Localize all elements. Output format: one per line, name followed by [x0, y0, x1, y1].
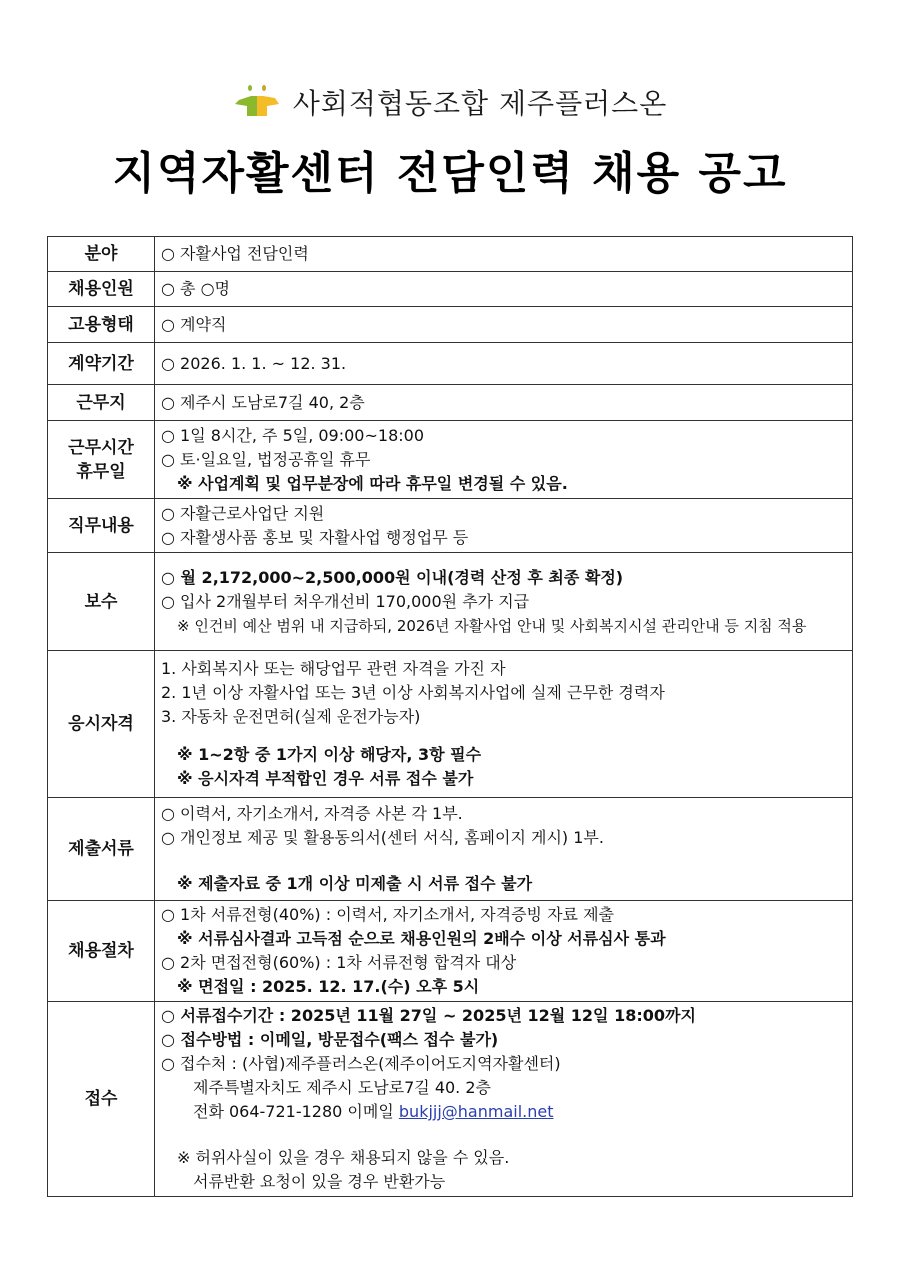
- content-note: ※ 허위사실이 있을 경우 채용되지 않을 수 있음.: [177, 1148, 510, 1167]
- row-content: [155, 651, 853, 798]
- row-content: [155, 385, 853, 421]
- row-content: [155, 499, 853, 553]
- content-line: ○ 자활생사품 홍보 및 자활사업 행정업무 등: [161, 527, 469, 547]
- content-line: ○ 입사 2개월부터 처우개선비 170,000원 추가 지급: [161, 591, 530, 611]
- content-note: 서류반환 요청이 있을 경우 반환가능: [193, 1172, 446, 1191]
- table-row-contract-period: [48, 343, 853, 385]
- content-line: ○ 제주시 도남로7길 40, 2층: [161, 392, 365, 412]
- content-line: ○ 1일 8시간, 주 5일, 09:00~18:00: [161, 425, 425, 445]
- content-line: ○ 자활사업 전담인력: [161, 244, 309, 263]
- content-line: ○ 토·일요일, 법정공휴일 휴무: [161, 449, 371, 469]
- table-row-application: [48, 1002, 853, 1197]
- row-label: 분야: [48, 237, 155, 272]
- content-note: ※ 1~2항 중 1가지 이상 해당자, 3항 필수: [177, 745, 482, 764]
- row-content: [155, 343, 853, 385]
- content-line: 1. 사회복지사 또는 해당업무 관련 자격을 가진 자: [161, 659, 506, 678]
- row-content: [155, 553, 853, 651]
- content-line: ○ 자활근로사업단 지원: [161, 503, 325, 523]
- row-content: [155, 307, 853, 343]
- row-label: 접수: [48, 1002, 155, 1197]
- table-row-work-hours: [48, 421, 853, 499]
- spacer: [161, 1124, 846, 1146]
- row-label: 계약기간: [48, 343, 155, 385]
- logo-icon: [233, 84, 281, 120]
- table-row-workplace: [48, 385, 853, 421]
- content-line: ○ 서류접수기간 : 2025년 11월 27일 ~ 2025년 12월 12일 18:00까지: [161, 1006, 696, 1025]
- content-line: ○ 계약직: [161, 314, 227, 334]
- spacer: [161, 729, 846, 743]
- content-line: ○ 접수처 : (사협)제주플러스온(제주이어도지역자활센터): [161, 1054, 561, 1073]
- table-row-headcount: [48, 272, 853, 307]
- table-row-duties: [48, 499, 853, 553]
- content-line: ○ 2차 면접전형(60%) : 1차 서류전형 합격자 대상: [161, 953, 517, 972]
- page-title: 지역자활센터 전담인력 채용 공고: [112, 148, 788, 199]
- row-label: 제출서류: [48, 798, 155, 901]
- content-note: ※ 사업계획 및 업무분장에 따라 휴무일 변경될 수 있음.: [177, 473, 568, 493]
- content-note: ※ 서류심사결과 고득점 순으로 채용인원의 2배수 이상 서류심사 통과: [177, 929, 666, 948]
- row-label: 근무지: [48, 385, 155, 421]
- content-line: 3. 자동차 운전면허(실제 운전가능자): [161, 707, 421, 726]
- label-line: 휴무일: [76, 461, 126, 482]
- content-line: 2. 1년 이상 자활사업 또는 3년 이상 사회복지사업에 실제 근무한 경력자: [161, 683, 665, 702]
- row-content: [155, 1002, 853, 1197]
- row-label: 보수: [48, 553, 155, 651]
- content-note: ※ 응시자격 부적합인 경우 서류 접수 불가: [177, 769, 474, 788]
- row-content: [155, 237, 853, 272]
- table-row-procedure: [48, 901, 853, 1002]
- spacer: [161, 850, 846, 872]
- row-label: 채용절차: [48, 901, 155, 1002]
- row-content: [155, 272, 853, 307]
- content-line: ○ 이력서, 자기소개서, 자격증 사본 각 1부.: [161, 804, 463, 823]
- table-row-employment-type: [48, 307, 853, 343]
- contact-line: [161, 1100, 846, 1124]
- table-row-qualifications: [48, 651, 853, 798]
- content-line: ○ 개인정보 제공 및 활용동의서(센터 서식, 홈페이지 게시) 1부.: [161, 828, 604, 847]
- row-label: 직무내용: [48, 499, 155, 553]
- row-label: 응시자격: [48, 651, 155, 798]
- email-link[interactable]: bukjjj@hanmail.net: [398, 1102, 554, 1121]
- content-line: ○ 1차 서류전형(40%) : 이력서, 자기소개서, 자격증빙 자료 제출: [161, 905, 615, 924]
- organization-header: [0, 82, 900, 122]
- row-label: 고용형태: [48, 307, 155, 343]
- content-line: ○ 2026. 1. 1. ~ 12. 31.: [161, 353, 347, 373]
- content-note: ※ 제출자료 중 1개 이상 미제출 시 서류 접수 불가: [177, 874, 533, 893]
- address-line: 제주특별자치도 제주시 도남로7길 40. 2층: [193, 1078, 491, 1097]
- row-label: 채용인원: [48, 272, 155, 307]
- row-content: [155, 901, 853, 1002]
- recruitment-table: [47, 236, 853, 1197]
- row-content: [155, 421, 853, 499]
- table-row-salary: [48, 553, 853, 651]
- row-content: [155, 798, 853, 901]
- organization-name: 사회적협동조합 제주플러스온: [292, 87, 668, 120]
- phone-text: 전화 064-721-1280 이메일: [193, 1102, 394, 1121]
- table-row-documents: [48, 798, 853, 901]
- content-line: ○ 총 ○명: [161, 279, 231, 298]
- table-row-field: [48, 237, 853, 272]
- label-line: 근무시간: [68, 437, 134, 458]
- row-label: [48, 421, 155, 499]
- content-line: ○ 월 2,172,000~2,500,000원 이내(경력 산정 후 최종 확정): [161, 567, 624, 587]
- content-line: ○ 접수방법 : 이메일, 방문접수(팩스 접수 불가): [161, 1030, 499, 1049]
- content-note: ※ 면접일 : 2025. 12. 17.(수) 오후 5시: [177, 977, 480, 996]
- content-note: ※ 인건비 예산 범위 내 지급하되, 2026년 자활사업 안내 및 사회복지시설 관리안내 등 지침 적용: [177, 616, 807, 635]
